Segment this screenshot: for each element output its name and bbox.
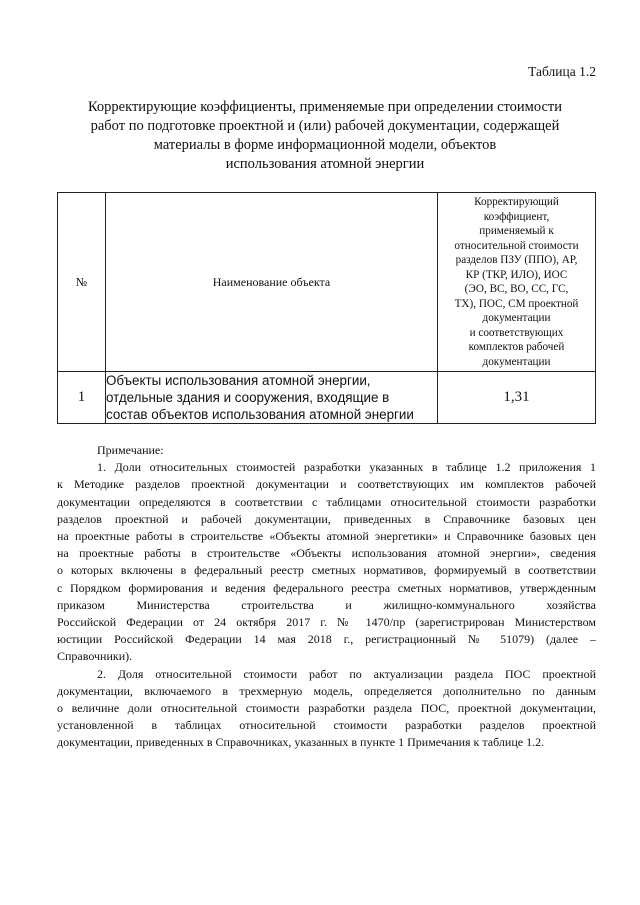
header-coefficient-line: Корректирующий xyxy=(474,196,559,208)
note-paragraph xyxy=(57,459,596,665)
header-coefficient xyxy=(438,193,596,372)
notes-paragraphs xyxy=(57,459,596,751)
header-coefficient-line: (ЭО, ВС, ВО, СС, ГС, xyxy=(464,283,569,295)
note-paragraph xyxy=(57,666,596,752)
title-line: материалы в форме информационной модели, объектов xyxy=(153,137,497,153)
row-number: 1 xyxy=(58,372,106,424)
notes-heading: Примечание: xyxy=(97,443,164,457)
header-coefficient-line: коэффициент, xyxy=(483,210,550,223)
note-line: 1. Доли относительных стоимостей разработки указанных в таблице 1.2 приложения 1 xyxy=(97,460,596,475)
row-coefficient-value: 1,31 xyxy=(438,372,596,424)
header-coefficient-line: документации xyxy=(482,355,551,368)
note-line: на проектные работы в строительстве «Объекты использования атомной энергии», сведения xyxy=(57,546,596,561)
note-line: Справочники). xyxy=(57,649,133,664)
header-coefficient-line: относительной стоимости xyxy=(454,239,579,252)
header-coefficient-line: документации xyxy=(482,312,551,324)
coefficients-table xyxy=(57,192,596,424)
title-line: Корректирующие коэффициенты, применяемые при определении стоимости xyxy=(87,99,563,115)
header-coefficient-line: применяемый к xyxy=(479,225,554,237)
row-object-name-line: Объекты использования атомной энергии, xyxy=(106,373,371,388)
note-line: о которых включены в федеральный реестр сметных нормативов, формируемый в соответствии xyxy=(57,563,596,578)
note-line: документации определяются в соответствии с таблицами относительной стоимости разработки xyxy=(57,494,596,509)
header-object-name: Наименование объекта xyxy=(106,193,438,372)
document-title xyxy=(70,98,580,174)
note-line: Российской Федерации от 24 октября 2017 г. № 1470/пр (зарегистрирован Министерством xyxy=(57,615,596,630)
table-row xyxy=(58,372,596,424)
note-line: документации, включаемого в трехмерную модель, определяется дополнительно по данным xyxy=(57,683,596,698)
header-coefficient-line: комплектов рабочей xyxy=(468,341,565,353)
title-line: использования атомной энергии xyxy=(225,156,425,172)
note-line: юстиции Российской Федерации 14 мая 2018 г., регистрационный № 51079) (далее – xyxy=(57,632,596,647)
note-line: документации, приведенных в Справочниках, указанных в пункте 1 Примечания к таблице 1.2. xyxy=(57,735,545,750)
header-coefficient-line: КР (ТКР, ИЛО), ИОС xyxy=(465,268,568,281)
header-number: № xyxy=(58,193,106,372)
note-line: с Порядком формирования и ведения федерального реестра сметных нормативов, утвержденным xyxy=(57,580,596,595)
table-header-row xyxy=(58,193,596,372)
note-line: приказом Министерства строительства и жилищно-коммунального хозяйства xyxy=(57,597,596,612)
note-line: разделов проектной и рабочей документации, приведенных в Справочнике базовых цен xyxy=(57,511,596,526)
notes-section xyxy=(57,442,596,752)
title-line: работ по подготовке проектной и (или) рабочей документации, содержащей xyxy=(90,118,560,134)
header-coefficient-line: разделов ПЗУ (ППО), АР, xyxy=(455,254,578,266)
note-line: установленной в таблицах относительной стоимости разработки разделов проектной xyxy=(57,718,596,733)
note-line: о величине доли относительной стоимости разработки раздела ПОС, проектной документации, xyxy=(57,701,596,716)
header-coefficient-line: и соответствующих xyxy=(469,326,564,339)
note-line: к Методике разделов проектной документации и соответствующих им комплектов рабочей xyxy=(57,477,596,492)
note-line: на проектные работы в строительстве «Объекты атомной энергетики» и Справочнике базовых цен xyxy=(57,529,596,544)
row-object-name-line: состав объектов использования атомной энергии xyxy=(106,407,414,422)
row-object-name-line: отдельные здания и сооружения, входящие в xyxy=(106,390,390,405)
row-object-name xyxy=(106,372,438,424)
header-coefficient-line: ТХ), ПОС, СМ проектной xyxy=(454,297,579,310)
table-number: Таблица 1.2 xyxy=(528,64,596,79)
note-line: 2. Доля относительной стоимости работ по актуализации раздела ПОС проектной xyxy=(97,666,596,681)
